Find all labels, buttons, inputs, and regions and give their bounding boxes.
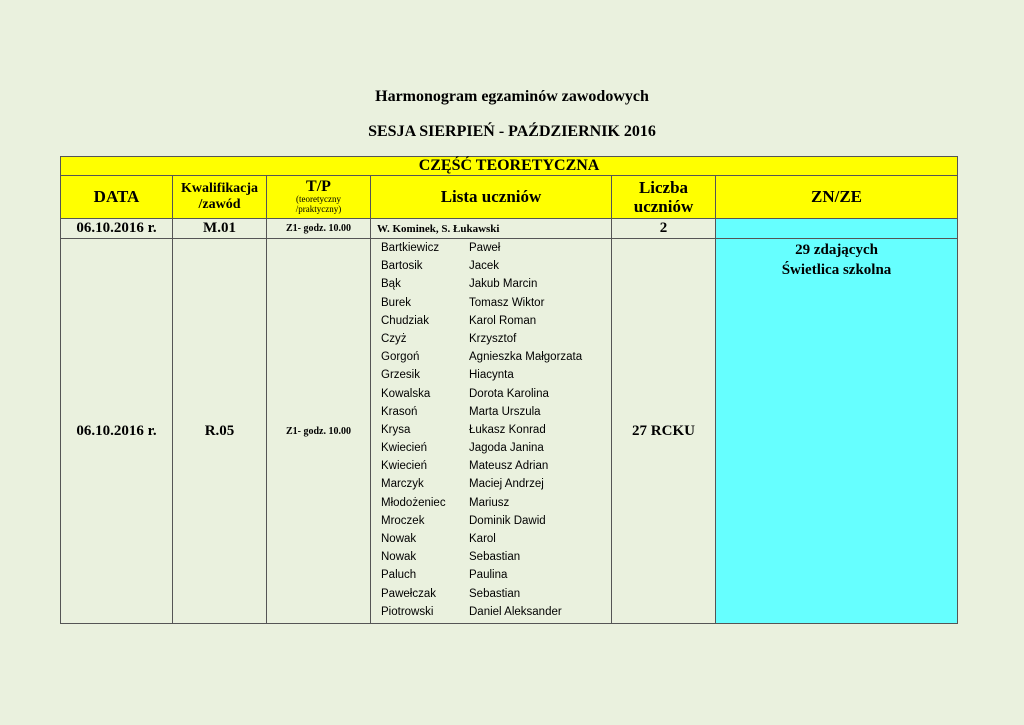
list-item	[371, 385, 611, 403]
session-title: SESJA SIERPIEŃ - PAŹDZIERNIK 2016	[368, 123, 656, 140]
list-item	[371, 439, 611, 457]
header-tp-sub1: (teoretyczny	[296, 194, 341, 204]
student-last-name: Nowak	[381, 533, 417, 545]
student-first-name: Mariusz	[469, 496, 510, 509]
student-first-name: Sebastian	[469, 551, 521, 564]
student-first-name: Jagoda Janina	[469, 442, 544, 455]
header-count-line1: Liczba	[638, 178, 689, 197]
list-item	[371, 585, 611, 603]
header-date: DATA	[61, 176, 173, 219]
row-zn	[716, 219, 958, 239]
student-first-name: Sebastian	[469, 587, 521, 600]
zn-count: 29 zdających	[795, 242, 878, 258]
student-last-name: Paluch	[381, 569, 417, 582]
list-item	[371, 239, 611, 257]
student-first-name: Karol	[469, 533, 496, 545]
row-count: 27 RCKU	[612, 239, 716, 624]
header-students: Lista uczniów	[371, 176, 612, 219]
student-first-name: Łukasz Konrad	[469, 423, 546, 436]
student-first-name: Jacek	[469, 260, 500, 273]
row-time: Z1- godz. 10.00	[267, 219, 371, 239]
student-first-name: Dorota Karolina	[469, 387, 549, 400]
row-time: Z1- godz. 10.00	[267, 239, 371, 624]
header-qualification	[173, 176, 267, 219]
list-item	[371, 403, 611, 421]
list-item	[371, 566, 611, 584]
student-first-name: Tomasz Wiktor	[469, 296, 545, 309]
list-item	[371, 421, 611, 439]
student-first-name: Agnieszka Małgorzata	[469, 351, 583, 364]
list-item	[371, 512, 611, 530]
list-item	[371, 312, 611, 330]
header-qualification-line2: /zawód	[198, 197, 241, 212]
student-first-name: Maciej Andrzej	[469, 478, 544, 491]
list-item	[371, 257, 611, 275]
list-item	[371, 475, 611, 493]
student-last-name: Kwiecień	[381, 442, 428, 455]
row-students: W. Kominek, S. Łukawski	[371, 219, 612, 239]
row-qualification: M.01	[173, 219, 267, 239]
list-item	[371, 348, 611, 366]
zn-location: Świetlica szkolna	[781, 262, 892, 278]
student-last-name: Marczyk	[381, 478, 424, 491]
student-last-name: Piotrowski	[381, 605, 434, 618]
table-row	[61, 239, 958, 624]
list-item	[371, 294, 611, 312]
header-zn: ZN/ZE	[716, 176, 958, 219]
row-qualification: R.05	[173, 239, 267, 624]
row-zn	[716, 239, 958, 624]
student-last-name: Kwiecień	[381, 460, 428, 473]
student-last-name: Młodożeniec	[381, 496, 446, 509]
student-first-name: Marta Urszula	[469, 405, 541, 418]
list-item	[371, 530, 611, 548]
student-last-name: Bartkiewicz	[381, 242, 440, 254]
header-count	[612, 176, 716, 219]
row-date: 06.10.2016 r.	[61, 239, 173, 624]
row-count: 2	[612, 219, 716, 239]
exam-schedule-table	[60, 156, 958, 624]
student-last-name: Grzesik	[381, 369, 420, 382]
student-last-name: Czyż	[381, 332, 407, 345]
student-first-name: Jakub Marcin	[469, 278, 538, 291]
section-header: CZĘŚĆ TEORETYCZNA	[61, 157, 958, 176]
student-first-name: Mateusz Adrian	[469, 460, 549, 473]
list-item	[371, 366, 611, 384]
table-row	[61, 219, 958, 239]
student-list	[371, 239, 612, 624]
student-first-name: Daniel Aleksander	[469, 605, 562, 618]
student-first-name: Hiacynta	[469, 369, 514, 382]
student-last-name: Krasoń	[381, 405, 418, 418]
student-last-name: Mroczek	[381, 514, 425, 527]
student-first-name: Krzysztof	[469, 332, 517, 345]
header-tp-sub2: /praktyczny)	[295, 204, 342, 214]
student-first-name: Paulina	[469, 569, 508, 582]
student-last-name: Kowalska	[381, 387, 431, 400]
row-date: 06.10.2016 r.	[61, 219, 173, 239]
student-last-name: Nowak	[381, 551, 417, 564]
document-title: Harmonogram egzaminów zawodowych	[375, 88, 649, 105]
student-last-name: Pawełczak	[381, 587, 436, 600]
student-last-name: Bąk	[381, 278, 401, 291]
list-item	[371, 603, 611, 621]
header-count-line2: uczniów	[633, 197, 694, 216]
header-qualification-line1: Kwalifikacja	[181, 181, 258, 196]
student-first-name: Dominik Dawid	[469, 514, 546, 527]
header-tp-label: T/P	[306, 178, 331, 195]
student-last-name: Burek	[381, 296, 412, 309]
list-item	[371, 275, 611, 293]
student-last-name: Gorgoń	[381, 351, 420, 364]
list-item	[371, 457, 611, 475]
list-item	[371, 548, 611, 566]
student-last-name: Chudziak	[381, 314, 429, 327]
student-first-name: Paweł	[469, 242, 501, 254]
student-last-name: Bartosik	[381, 260, 423, 273]
list-item	[371, 330, 611, 348]
student-first-name: Karol Roman	[469, 314, 537, 327]
list-item	[371, 494, 611, 512]
header-tp	[267, 176, 371, 219]
student-last-name: Krysa	[381, 423, 411, 436]
